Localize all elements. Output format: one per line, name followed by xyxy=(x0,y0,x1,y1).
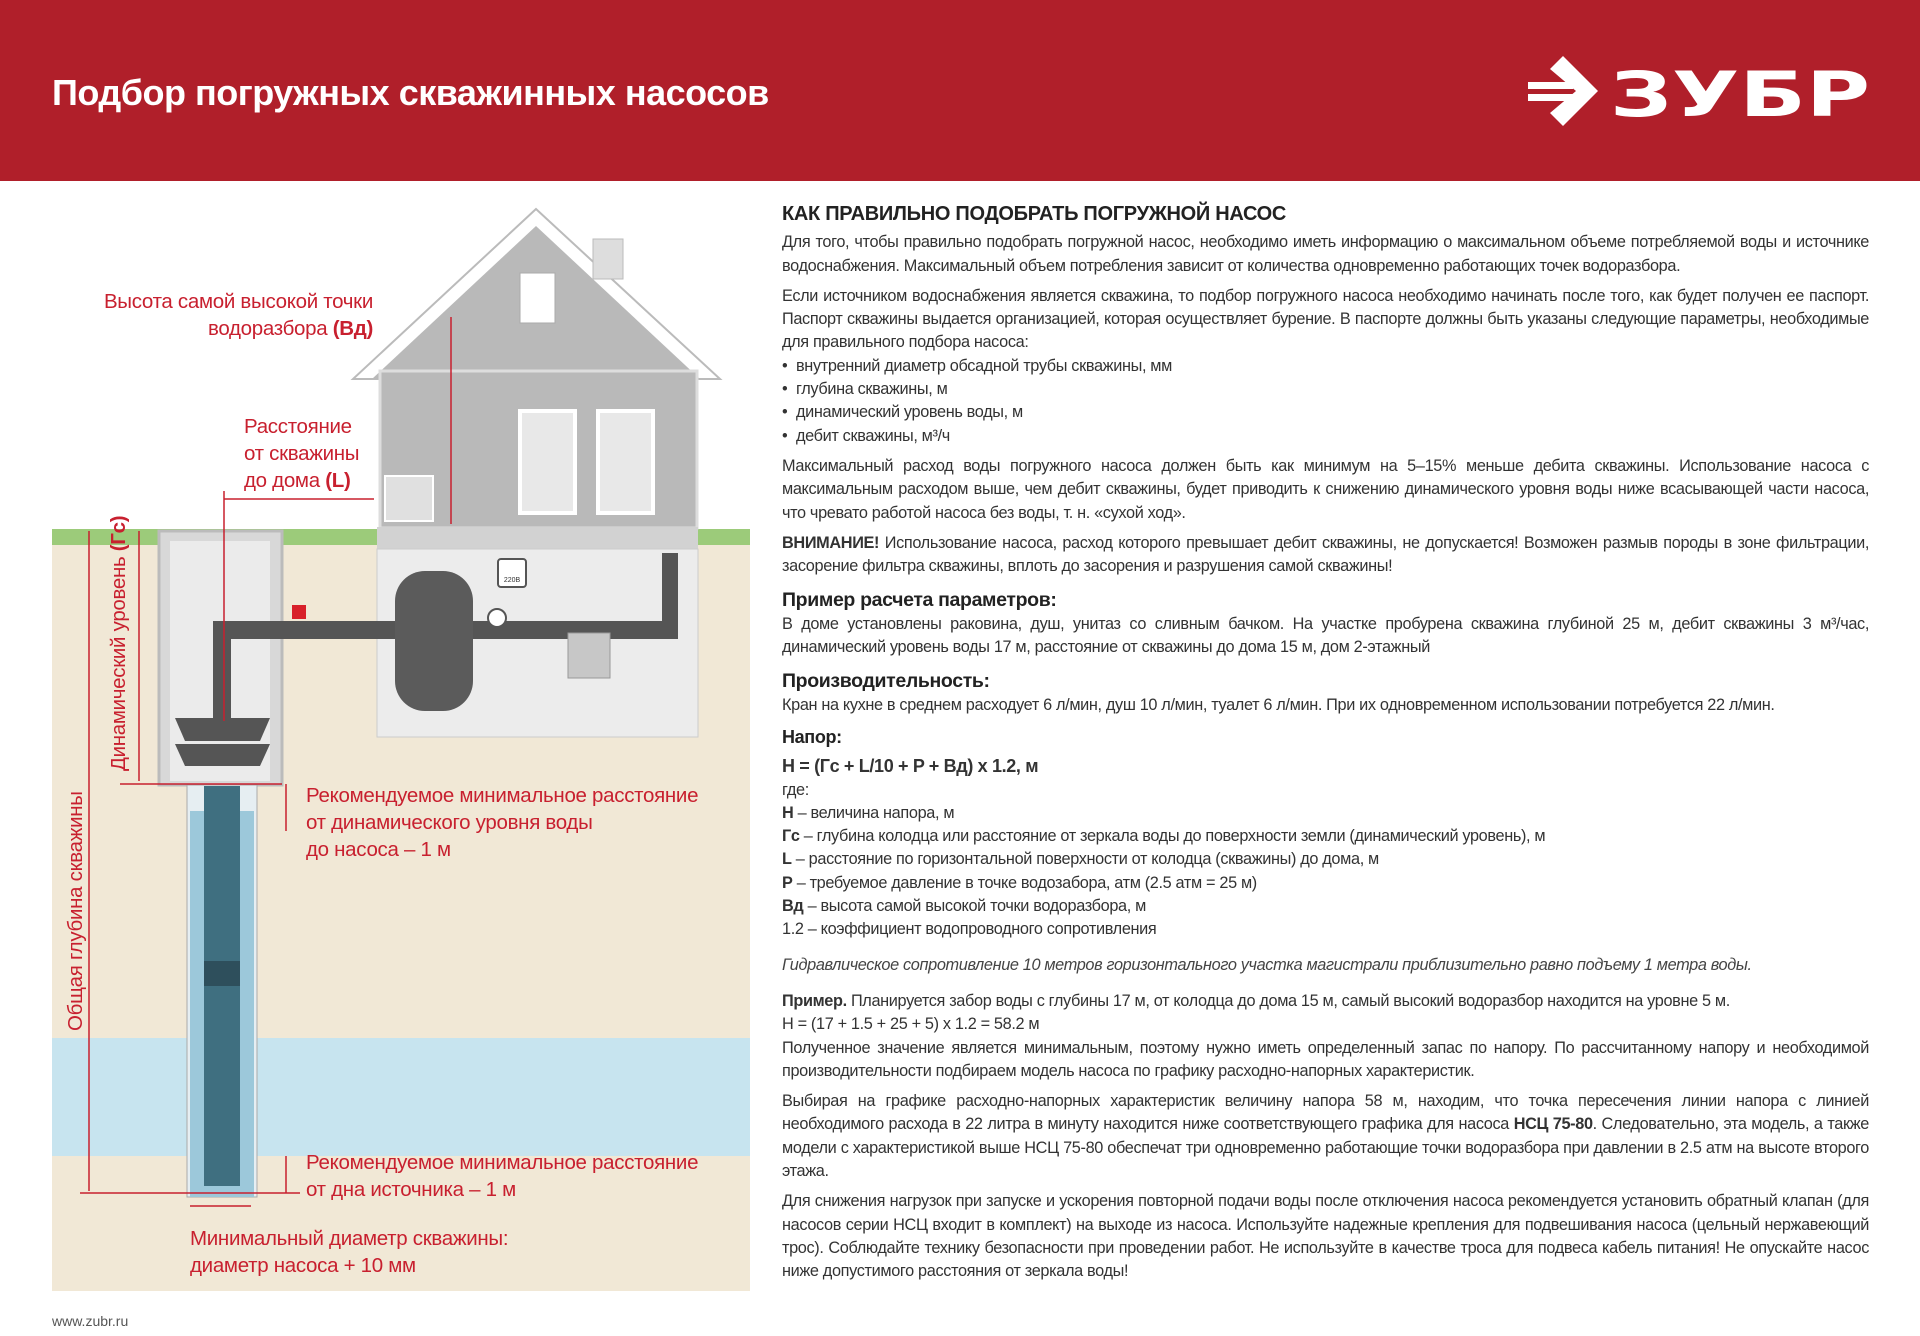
performance-heading: Производительность: xyxy=(782,670,990,693)
label-rec-dynamic xyxy=(306,782,698,863)
label-line: от скважины xyxy=(244,442,360,465)
definition-symbol: H xyxy=(782,803,794,822)
label-symbol: (Вд) xyxy=(332,317,373,340)
example2-label: Пример. xyxy=(782,991,847,1010)
paragraph-flow: Максимальный расход воды погружного насоса должен быть как минимум на 5–15% меньше дебита скважины. Использование насоса с максимальным расходом выше, чем дебит скважины, будет приводить к снижению динамического уровня воды ниже всасывающей части насоса, что чревато работой насоса без воды, т. н. «сухой ход». xyxy=(782,456,1869,522)
example2 xyxy=(782,990,1869,1013)
label-line: от дна источника – 1 м xyxy=(306,1178,516,1201)
svg-text:ЗУБР: ЗУБР xyxy=(1610,58,1870,126)
label-rec-bottom xyxy=(306,1149,698,1203)
definition-text: – высота самой высокой точки водоразбора, м xyxy=(803,897,1146,916)
label-dynamic-level xyxy=(107,516,131,771)
definition xyxy=(782,802,1869,825)
warning-label: ВНИМАНИЕ! xyxy=(782,533,880,552)
definition-text: – требуемое давление в точке водозабора, атм (2.5 атм = 25 м) xyxy=(792,873,1257,892)
label-line: Высота самой высокой точки xyxy=(103,290,373,313)
label-line: Динамический уровень xyxy=(107,551,130,771)
footer-url: www.zubr.ru xyxy=(52,1313,129,1329)
bullet-item: • дебит скважины, м³/ч xyxy=(782,425,1869,448)
definition-symbol: P xyxy=(782,873,793,892)
performance-text: Кран на кухне в среднем расходует 6 л/мин, душ 10 л/мин, туалет 6 л/мин. При их одновременном использовании потребуется 22 л/мин. xyxy=(782,695,1775,714)
definition-symbol: Вд xyxy=(782,897,804,916)
bullet-item: • глубина скважины, м xyxy=(782,378,1869,401)
definition xyxy=(782,872,1869,895)
label-line: до дома xyxy=(244,469,326,492)
label-min-diameter xyxy=(190,1225,508,1279)
label-line: от динамического уровня воды xyxy=(306,811,593,834)
definition-text: – расстояние по горизонтальной поверхности от колодца (скважины) до дома, м xyxy=(791,850,1379,869)
tank-sign: 220В xyxy=(503,577,521,584)
label-line: Минимальный диаметр скважины: xyxy=(190,1227,509,1250)
bullet-item: • внутренний диаметр обсадной трубы скважины, мм xyxy=(782,355,1869,378)
page-title: Подбор погружных скважинных насосов xyxy=(52,72,769,113)
bullet-item: • динамический уровень воды, м xyxy=(782,401,1869,424)
paragraph-passport: Если источником водоснабжения является скважина, то подбор погружного насоса необходимо начинать после того, как будет получен ее паспорт. Паспорт скважины выдается организацией, которая осуществляет бурение. В паспорте должны быть указаны следующие параметры, необходимые для правильного подбора насоса: xyxy=(782,286,1869,352)
label-line: Расстояние xyxy=(244,415,352,438)
well-diagram xyxy=(0,181,760,1301)
note-italic: Гидравлическое сопротивление 10 метров горизонтального участка магистрали приблизительно равно подъему 1 метра воды. xyxy=(782,955,1752,974)
content-column xyxy=(782,203,1869,1283)
label-line: Рекомендуемое минимальное расстояние xyxy=(306,1151,699,1174)
warning-text: Использование насоса, расход которого превышает дебит скважины, не допускается! Возможен размыв породы в зоне фильтрации, засорение фильтра скважины, вплоть до засорения и разрушения самой скважины! xyxy=(782,533,1869,576)
label-total-depth: Общая глубина скважины xyxy=(64,791,87,1031)
label-distance xyxy=(244,413,359,494)
example2-calc: H = (17 + 1.5 + 25 + 5) x 1.2 = 58.2 м xyxy=(782,1015,1040,1034)
label-symbol: (Гс) xyxy=(107,515,130,552)
definition xyxy=(782,825,1869,848)
paragraph-warning xyxy=(782,532,1869,579)
zubr-logo xyxy=(1528,56,1873,126)
coefficient: 1.2 – коэффициент водопроводного сопротивления xyxy=(782,920,1157,939)
definition xyxy=(782,895,1869,918)
definition-text: – глубина колодца или расстояние от зеркала воды до поверхности земли (динамический уровень), м xyxy=(799,827,1546,846)
definition-symbol: Гс xyxy=(782,827,800,846)
paragraph-safety: Для снижения нагрузок при запуске и ускорения повторной подачи воды после отключения насоса рекомендуется установить обратный клапан (для насосов серии НСЦ входит в комплект) на выходе из насоса. Используйте надежные крепления для подвешивания насоса (цельный нержавеющий трос). Соблюдайте технику безопасности при проведении работ. Не используйте в качестве троса для подвеса кабель питания! Не опускайте насос ниже допустимого расстояния от зеркала воды! xyxy=(782,1192,1869,1281)
label-line: водоразбора xyxy=(207,317,333,340)
example2-text: Планируется забор воды с глубины 17 м, от колодца до дома 15 м, самый высокий водоразбор находится на уровне 5 м. xyxy=(846,991,1730,1010)
label-line: Рекомендуемое минимальное расстояние xyxy=(306,784,699,807)
paragraph-intro: Для того, чтобы правильно подобрать погружной насос, необходимо иметь информацию о максимальном объеме потребляемой воды и источнике водоснабжения. Максимальный объем потребления зависит от количества одновременно работающих точек водоразбора. xyxy=(782,233,1869,275)
selection-text: . Следовательно, эта модель, а также модели с характеристикой выше НСЦ 75-80 обеспечат три одновременно работающие точки водоразбора при давлении в 2.5 атм на высоте второго этажа. xyxy=(782,1115,1869,1180)
definition-symbol: L xyxy=(782,850,792,869)
selection-text: Выбирая на графике расходно-напорных характеристик величину напора 58 м, находим, что точка пересечения линии напора с линией необходимого расхода в 22 литра в минуту находится ниже соответствующего графика для насоса xyxy=(782,1092,1869,1134)
paragraph-result: Полученное значение является минимальным, поэтому нужно иметь определенный запас по напору. По рассчитанному напору и необходимой производительности подбираем модель насоса по графику расходно-напорных характеристик. xyxy=(782,1038,1869,1080)
definition-text: – величина напора, м xyxy=(793,803,955,822)
definition xyxy=(782,848,1869,871)
section-heading: КАК ПРАВИЛЬНО ПОДОБРАТЬ ПОГРУЖНОЙ НАСОС xyxy=(782,203,1287,225)
header-banner xyxy=(0,0,1920,181)
paragraph-selection xyxy=(782,1090,1869,1183)
label-max-height xyxy=(100,288,373,342)
formula: H = (Гс + L/10 + P + Вд) x 1.2, м xyxy=(782,756,1039,777)
example-text: В доме установлены раковина, душ, унитаз со сливным бачком. На участке пробурена скважина глубиной 25 м, дебит скважины 3 м³/час, динамический уровень воды 17 м, расстояние от скважины до дома 15 м, дом 2-этажный xyxy=(782,614,1869,657)
head-heading: Напор: xyxy=(782,726,842,747)
label-line: диаметр насоса + 10 мм xyxy=(190,1254,416,1277)
pump-model: НСЦ 75-80 xyxy=(1513,1115,1593,1134)
label-symbol: (L) xyxy=(325,469,351,492)
label-line: до насоса – 1 м xyxy=(306,838,451,861)
where-label: где: xyxy=(782,780,809,799)
example-heading: Пример расчета параметров: xyxy=(782,589,1057,612)
